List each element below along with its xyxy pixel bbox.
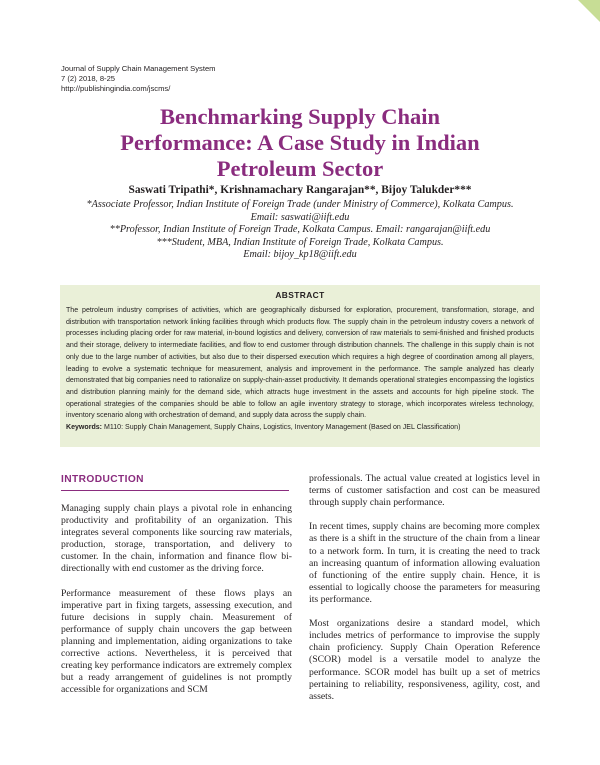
introduction-heading: INTRODUCTION	[61, 474, 144, 485]
abstract-body	[66, 305, 534, 434]
heading-divider	[61, 490, 289, 491]
right-column	[309, 473, 540, 715]
keywords-label: Keywords:	[66, 424, 103, 432]
page-corner-tab	[578, 0, 600, 22]
abstract-heading: ABSTRACT	[275, 290, 325, 300]
journal-header	[61, 64, 216, 94]
paragraph: Managing supply chain plays a pivotal role in enhancing productivity and profitability of an organization. This integrates several components like sourcing raw materials, production, storage, transportation, and delivery to customer. In the chain, information and finance flow bi-directionally with end customer as the driving force.	[61, 503, 292, 575]
journal-name: Journal of Supply Chain Management System	[61, 64, 216, 73]
title-line: Benchmarking Supply Chain	[159, 104, 441, 129]
affiliation-line: **Professor, Indian Institute of Foreign Trade, Kolkata Campus. Email: rangarajan@iift.edu	[109, 224, 491, 236]
paper-title	[40, 104, 560, 182]
keywords	[66, 422, 534, 434]
paragraph: professionals. The actual value created at logistics level in terms of customer satisfaction and cost can be measured through supply chain performance.	[309, 473, 540, 509]
title-line: Petroleum Sector	[216, 156, 384, 181]
affiliations	[40, 199, 560, 262]
affiliation-line: *Associate Professor, Indian Institute of Foreign Trade (under Ministry of Commerce), Kolkata Campus.	[86, 199, 514, 210]
journal-volume: 7 (2) 2018, 8-25	[61, 74, 116, 83]
affiliation-line: ***Student, MBA, Indian Institute of Foreign Trade, Kolkata Campus.	[156, 236, 444, 248]
left-column	[61, 503, 292, 709]
author-list: Saswati Tripathi*, Krishnamachary Rangarajan**, Bijoy Talukder***	[128, 184, 472, 196]
affiliation-email[interactable]: Email: saswati@iift.edu	[250, 211, 350, 223]
abstract-box	[60, 285, 540, 447]
paragraph: Most organizations desire a standard model, which includes metrics of performance to improvise the supply chain proficiency. Supply Chain Operation Reference (SCOR) model is a versatile model to analyze the performance. SCOR model has built up a set of metrics pertaining to reliability, responsiveness, agility, cost, and assets.	[309, 618, 540, 702]
affiliation-email[interactable]: Email: bijoy_kp18@iift.edu	[243, 249, 357, 261]
journal-url[interactable]: http://publishingindia.com/jscms/	[61, 84, 171, 93]
keywords-text: M110: Supply Chain Management, Supply Chains, Logistics, Inventory Management (Based on JEL Classification)	[104, 424, 461, 432]
paragraph: Performance measurement of these flows plays an imperative part in fixing targets, assessing execution, and future decisions in supply chain. Measurement of performance of supply chain uncovers the gap between planning and implementation, aiding organizations to take corrective actions. Nevertheless, it is perceived that creating key performance indicators are extremely complex but a ready arrangement of guidelines is not promptly accessible for organizations and SCM	[61, 587, 292, 696]
paragraph: In recent times, supply chains are becoming more complex as there is a shift in the structure of the chain from a linear to a network form. In turn, it is creating the need to track an increasing quantum of information allowing evaluation of functioning of the entire supply chain. Hence, it is essential to logically choose the parameters for measuring its performance.	[309, 521, 540, 605]
abstract-text: The petroleum industry comprises of activities, which are geographically disbursed for exploration, procurement, transformation, storage, and distribution with transportation network linking facilities through which products flow. The supply chain in the petroleum industry covers a network of processes including placing order for raw material, in-bound logistics and delivery, conversion of raw materials to semi-finished and finished products and their storage, delivery to intermediate facilities, and flow to end customer through distribution channels. The challenge in this supply chain is not only due to the large number of activities, but also due to their dispersed execution which requires a high degree of coordination among all players, leading to evolve a systematic technique for measurement, analysis and improvement in the performance. The sample analyzed has clearly demonstrated that big companies need to rationalize on supply-chain-asset productivity. It demands operational strategies encompassing the logistics and distribution planning mainly for the demand side, which attracts huge investment in the assets and accounts for high pipeline stock. The operational strategies of the companies should be able to follow an agile inventory strategy to storage, which incorporates wireless technology, inventory scenario along with orchestration of demand, and supply data across the supply chain.	[66, 307, 534, 420]
title-line: Performance: A Case Study in Indian	[120, 130, 480, 155]
